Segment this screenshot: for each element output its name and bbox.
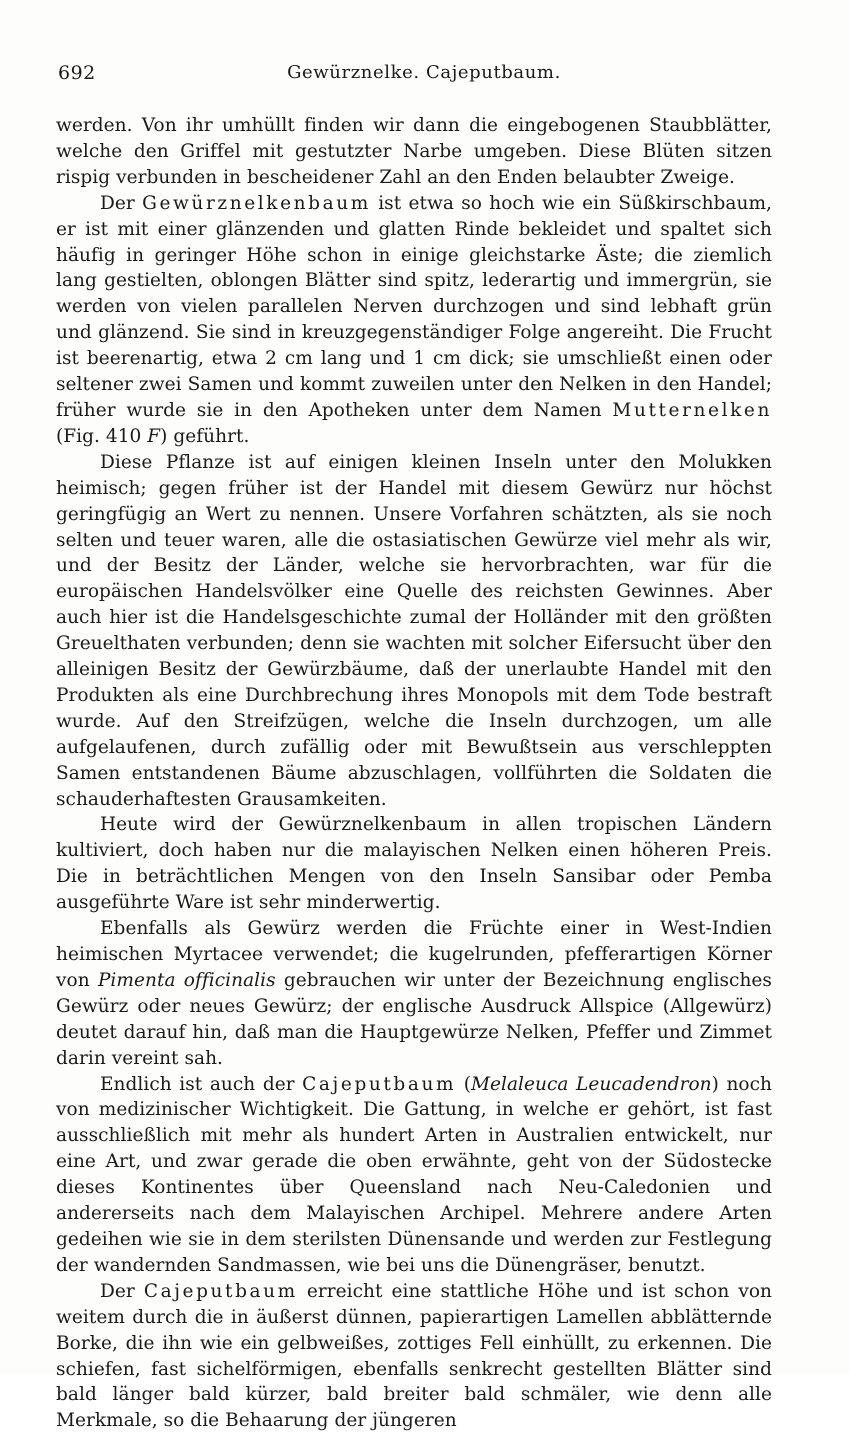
text-run: ist etwa so hoch wie ein Süßkirschbaum, er ist mit einer glänzenden und glatten Rinde bekleidet und spaltet sich häufig in geringer Höhe schon in einige gleichstarke Äste; die ziemlich lang gestielten, oblongen Blätter sind spitz, lederartig und immergrün, sie werden von vielen parallelen Nerven durchzogen und sind lebhaft grün und glänzend. Sie sind in kreuzgegenständiger Folge angereiht. Die Frucht ist beerenartig, etwa 2 cm lang und 1 cm dick; sie umschließt einen oder seltener zwei Samen und kommt zuweilen unter den Nelken in den Handel; früher wurde sie in den Apotheken unter dem Namen xyxy=(56,192,772,421)
page-number: 692 xyxy=(58,62,96,84)
paragraph xyxy=(56,1072,772,1279)
text-run: Ebenfalls als Gewürz werden die Früchte einer in West-Indien heimischen Myrtacee verwendet; die kugelrunden, pfefferartigen Körner von xyxy=(56,918,772,991)
latin-name: Melaleuca Leucadendron xyxy=(471,1073,712,1095)
text-run: erreicht eine stattliche Höhe und ist schon von weitem durch die in äußerst dünnen, papierartigen Lamellen abblätternde Borke, die ihn wie ein gelbweißes, zottiges Fell einhüllt, zu erkennen. Die schiefen, fast sichelförmigen, ebenfalls senkrecht gestellten Blätter sind bald länger bald kürzer, bald breiter bald schmäler, wie denn alle Merkmale, so die Behaarung der jüngeren xyxy=(56,1280,772,1432)
text-run: Der xyxy=(100,192,143,214)
text-run: Diese Pflanze ist auf einigen kleinen Inseln unter den Molukken heimisch; gegen früher ist der Handel mit diesem Gewürz nur höchst geringfügig an Wert zu nennen. Unsere Vorfahren schätzten, als sie noch selten und teuer waren, alle die ostasiatischen Gewürze viel mehr als wir, und der Besitz der Länder, welche sie hervorbrachten, war für die europäischen Handelsvölker eine Quelle des reichsten Gewinnes. Aber auch hier ist die Handelsgeschichte zumal der Holländer mit den größten Greuelthaten verbunden; denn sie wachten mit solcher Eifersucht über den alleinigen Besitz der Gewürzbäume, daß der unerlaubte Handel mit den Produkten als eine Durchbrechung ihres Monopols mit dem Tode bestraft wurde. Auf den Streifzügen, welche die Inseln durchzogen, um alle aufgelaufenen, durch zufällig oder mit Bewußtsein aus verschleppten Samen entstandenen Bäume abzuschlagen, vollführten die Soldaten die schauderhaftesten Grausamkeiten. xyxy=(56,451,772,810)
paragraph xyxy=(56,450,772,813)
text-run: Endlich ist auch der xyxy=(100,1073,303,1095)
paragraph xyxy=(56,191,772,450)
latin-name: F xyxy=(147,425,161,447)
paragraph xyxy=(56,1279,772,1434)
emphasized-term: Gewürznelkenbaum xyxy=(142,192,371,214)
running-head-title: Gewürznelke. Cajeputbaum. xyxy=(287,62,561,83)
latin-name: Pimenta officinalis xyxy=(97,969,276,991)
text-run: ( xyxy=(456,1073,472,1095)
body-text xyxy=(56,113,772,1434)
text-run: ) geführt. xyxy=(160,425,250,447)
text-run: Der xyxy=(100,1280,144,1302)
paragraph xyxy=(56,812,772,916)
emphasized-term: Mutternelken xyxy=(612,399,772,421)
running-head xyxy=(58,62,790,88)
text-run: Heute wird der Gewürznelkenbaum in allen tropischen Ländern kultiviert, doch haben nur die malayischen Nelken einen höheren Preis. Die in beträchtlichen Mengen von den Inseln Sansibar oder Pemba ausgeführte Ware ist sehr minderwertig. xyxy=(56,814,772,914)
emphasized-term: Cajeputbaum xyxy=(302,1073,457,1095)
text-run: ) noch von medizinischer Wichtigkeit. Die Gattung, in welche er gehört, ist fast ausschließlich mit mehr als hundert Arten in Australien entwickelt, nur eine Art, und zwar gerade die oben erwähnte, geht von der Südostecke dieses Kontinentes über Queensland nach Neu-Caledonien und andererseits nach dem Malayischen Archipel. Mehrere andere Arten gedeihen wie sie in dem sterilsten Dünensande und werden zur Festlegung der wandernden Sandmassen, wie bei uns die Dünengräser, benutzt. xyxy=(56,1073,772,1276)
text-run: (Fig. 410 xyxy=(56,425,148,447)
text-run: gebrauchen wir unter der Bezeichnung englisches Gewürz oder neues Gewürz; der englische Ausdruck Allspice (Allgewürz) deutet darauf hin, daß man die Hauptgewürze Nelken, Pfeffer und Zimmet darin vereint sah. xyxy=(56,969,772,1069)
emphasized-term: Cajeputbaum xyxy=(143,1280,298,1302)
text-run: werden. Von ihr umhüllt finden wir dann die eingebogenen Staubblätter, welche den Griffel mit gestutzter Narbe umgeben. Diese Blüten sitzen rispig verbunden in bescheidener Zahl an den Enden belaubter Zweige. xyxy=(56,115,772,188)
paragraph xyxy=(56,113,772,191)
paragraph xyxy=(56,916,772,1071)
